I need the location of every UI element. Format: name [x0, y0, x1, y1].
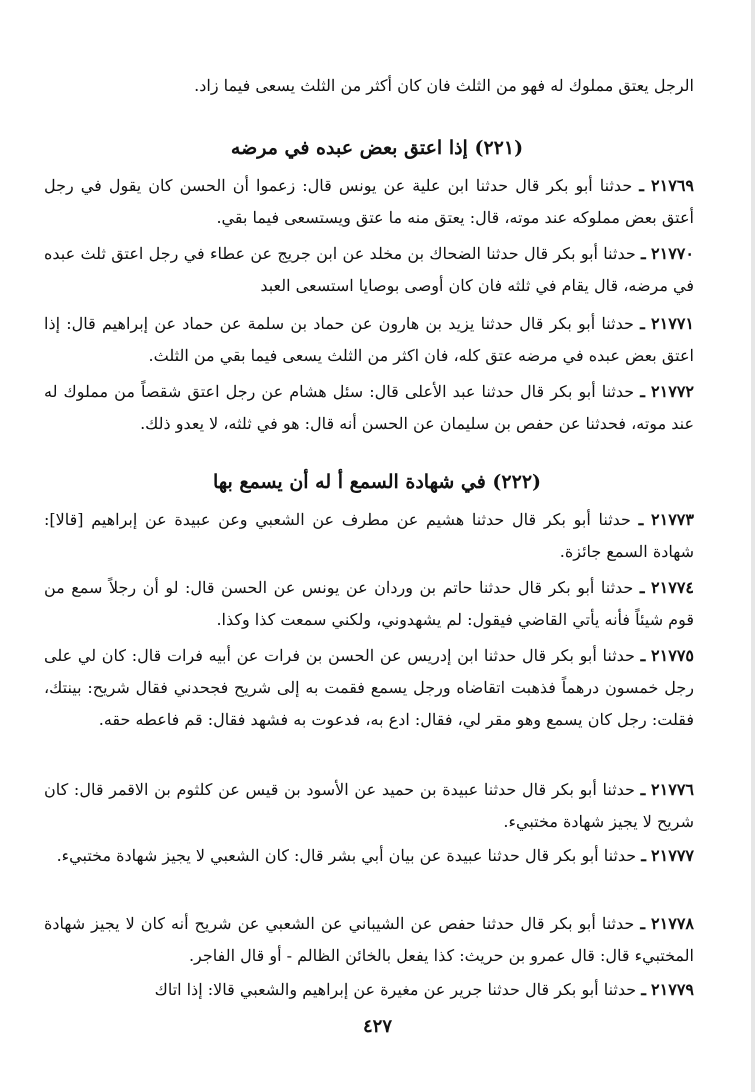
dash: ـ [640, 914, 646, 933]
hadith-entry [44, 774, 694, 838]
dash: ـ [641, 846, 646, 865]
hadith-text: حدثنا أبو بكر قال حدثنا عبيدة عن بيان أبي بشر قال: كان الشعبي لا يجيز شهادة مختبيء. [56, 846, 637, 865]
hadith-text: حدثنا أبو بكر قال حدثنا عبد الأعلى قال: سئل هشام عن رجل اعتق شقصاً من مملوك له عند موته، فحدثنا عن حفص بن سليمان عن الحسن أنه قال: هو في ثلثه، لا يعدو ذلك. [44, 382, 694, 433]
hadith-entry [44, 308, 694, 372]
hadith-text: حدثنا أبو بكر قال حدثنا الضحاك بن مخلد عن ابن جريج عن عطاء في رجل اعتق ثلث عبده في مرضه، قال يقام في ثلثه فان كان أوصى بوصايا استسعى العبد [44, 244, 694, 295]
hadith-entry [44, 504, 694, 568]
section-heading-221: (٢٢١) إذا اعتق بعض عبده في مرضه [230, 137, 524, 159]
page-number: ٤٢٧ [362, 1016, 392, 1037]
intro-paragraph: الرجل يعتق مملوك له فهو من الثلث فان كان أكثر من الثلث يسعى فيما زاد. [194, 76, 694, 95]
dash: ـ [640, 314, 645, 333]
hadith-number: ٢١٧٧٨ [651, 914, 695, 933]
hadith-entry [44, 238, 694, 302]
hadith-number: ٢١٧٧٠ [651, 244, 694, 263]
hadith-text: حدثنا أبو بكر قال حدثنا ابن علية عن يونس قال: زعموا أن الحسن كان يقول في رجل أعتق بعض مملوكه عند موته، قال: يعتق منه ما عتق ويستسعى فيما بقي. [44, 176, 694, 227]
hadith-text: حدثنا أبو بكر قال حدثنا جرير عن مغيرة عن إبراهيم والشعبي قالا: إذا اتاك [154, 980, 637, 999]
hadith-number: ٢١٧٧٦ [651, 780, 695, 799]
dash: ـ [640, 646, 646, 665]
hadith-text: حدثنا أبو بكر قال حدثنا يزيد بن هارون عن حماد بن سلمة عن حماد عن إبراهيم قال: إذا اعتق بعض عبده في مرضه عتق كله، فان اكثر من الثلث يسعى فيما بقي من الثلث. [44, 314, 694, 365]
hadith-number: ٢١٧٦٩ [651, 176, 695, 195]
hadith-number: ٢١٧٧٤ [651, 578, 694, 597]
dash: ـ [640, 382, 645, 401]
hadith-text: حدثنا أبو بكر قال حدثنا ابن إدريس عن الحسن بن فرات عن أبيه فرات قال: كان لي على رجل خمسون درهماً فذهبت اتقاضاه ورجل يسمع فقمت به إلى شريح فجحدني فقال شريح: بينتك، فقلت: رجل كان يسمع وهو مقر لي، فقال: ادع به، فدعوت به فشهد فقال: قم فاعطه حقه. [44, 646, 694, 729]
dash: ـ [639, 578, 645, 597]
hadith-number: ٢١٧٧٢ [651, 382, 695, 401]
hadith-entry [44, 640, 694, 736]
hadith-number: ٢١٧٧٥ [651, 646, 695, 665]
dash: ـ [640, 780, 646, 799]
hadith-entry [44, 840, 694, 872]
page-edge [751, 0, 755, 1092]
hadith-entry [44, 908, 694, 972]
hadith-text: حدثنا أبو بكر قال حدثنا هشيم عن مطرف عن الشعبي وعن عبيدة عن إبراهيم [قالا]: شهادة السمع جائزة. [44, 510, 694, 561]
dash: ـ [641, 244, 646, 263]
hadith-entry [44, 572, 694, 636]
hadith-text: حدثنا أبو بكر قال حدثنا حفص عن الشيباني عن الشعبي عن شريح أنه كان لا يجيز شهادة المختبيء قال: قال عمرو بن حريث: كذا يفعل بالخائن الظالم - أو قال الفاجر. [44, 914, 694, 965]
hadith-entry [44, 974, 694, 1006]
hadith-number: ٢١٧٧٣ [651, 510, 694, 529]
dash: ـ [638, 510, 644, 529]
section-heading-222: (٢٢٢) في شهادة السمع أ له أن يسمع بها [212, 471, 542, 493]
hadith-text: حدثنا أبو بكر قال حدثنا عبيدة بن حميد عن الأسود بن قيس عن كلثوم بن الاقمر قال: كان شريح لا يجيز شهادة مختبيء. [44, 780, 694, 831]
hadith-entry [44, 170, 694, 234]
hadith-entry [44, 376, 694, 440]
hadith-text: حدثنا أبو بكر قال حدثنا حاتم بن وردان عن يونس عن الحسن قال: لو أن رجلاً سمع من قوم شيئاً فأنه يأتي القاضي فيقول: لم يشهدوني، ولكني سمعت كذا وكذا. [44, 578, 694, 629]
hadith-number: ٢١٧٧٧ [651, 846, 694, 865]
dash: ـ [641, 980, 646, 999]
dash: ـ [639, 176, 644, 195]
hadith-number: ٢١٧٧١ [651, 314, 695, 333]
hadith-number: ٢١٧٧٩ [651, 980, 694, 999]
